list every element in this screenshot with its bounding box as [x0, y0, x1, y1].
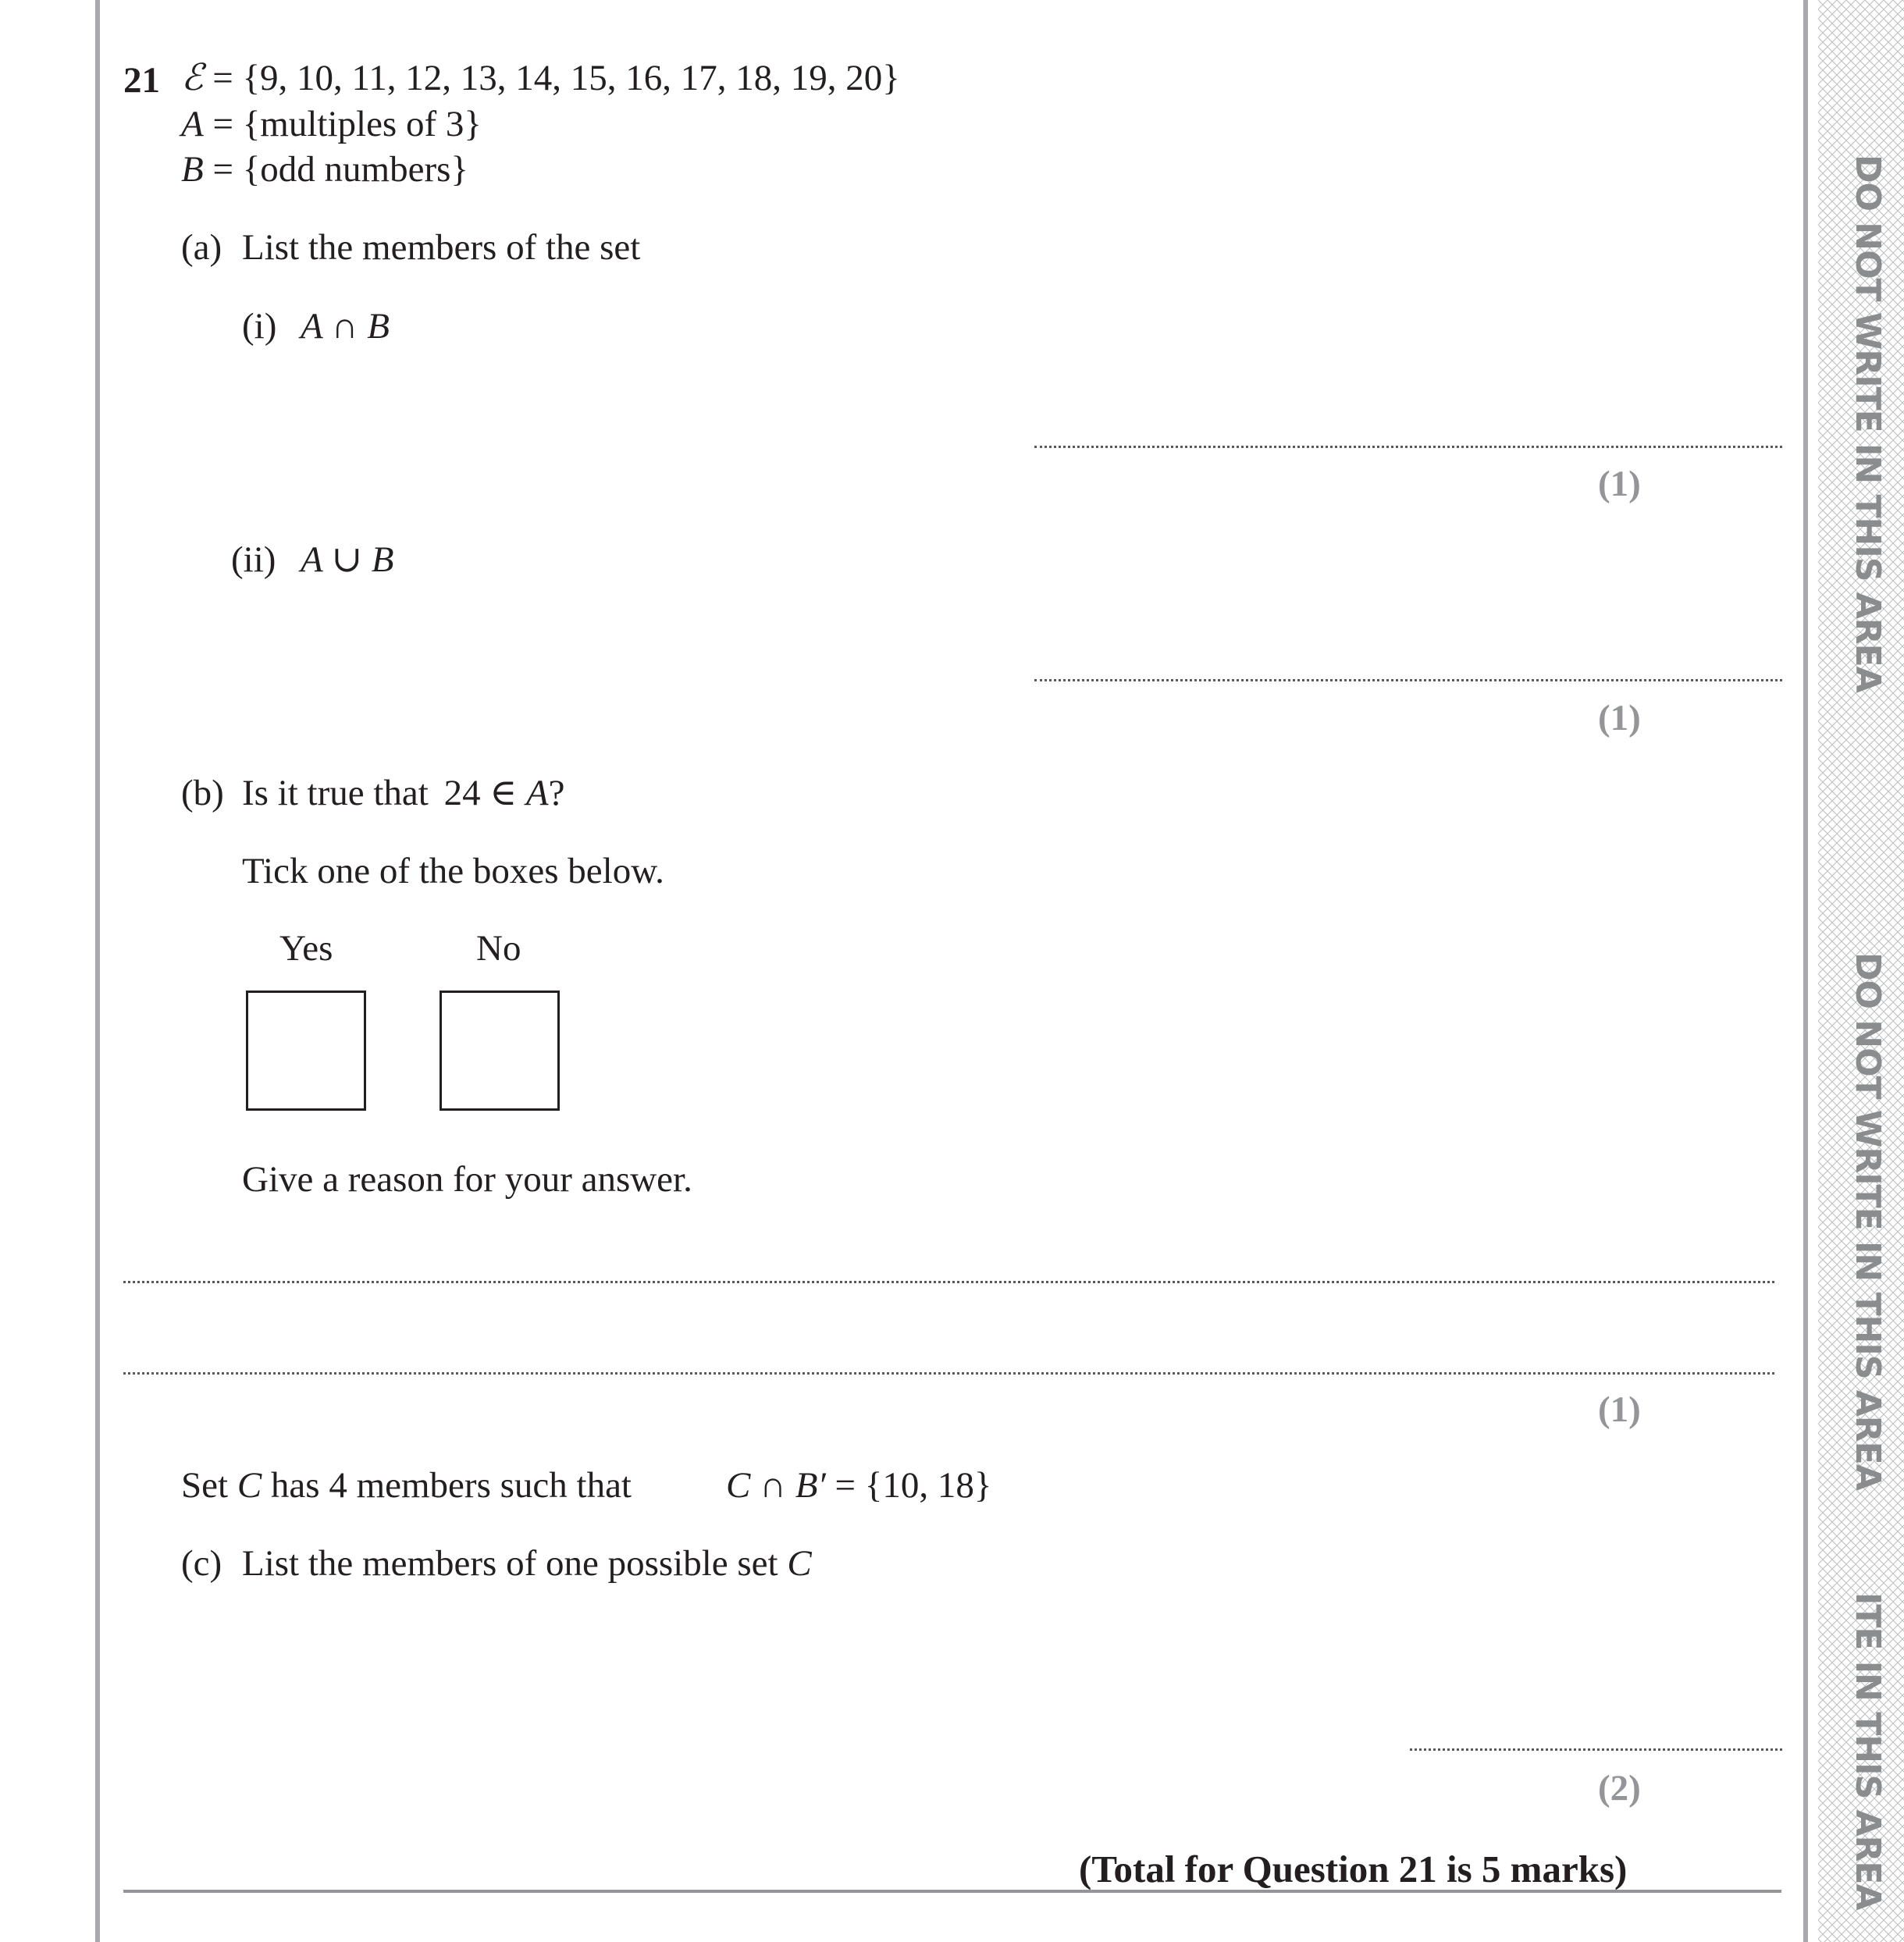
question-total: (Total for Question 21 is 5 marks): [1079, 1848, 1628, 1890]
answer-line-c[interactable]: [1410, 1748, 1782, 1751]
margin-warning-top: DO NOT WRITE IN THIS AREA: [1848, 155, 1888, 692]
set-a-name: A: [181, 104, 204, 144]
part-b-label: (b): [181, 773, 224, 813]
question-end-rule: [123, 1890, 1781, 1893]
part-b-question-mark: ?: [548, 773, 565, 813]
mark-a-ii: (1): [1598, 698, 1641, 738]
part-a-ii-label: (ii): [231, 539, 276, 580]
margin-warning-middle: DO NOT WRITE IN THIS AREA: [1848, 952, 1888, 1490]
page-border: [95, 0, 1808, 1942]
part-b-question: [242, 775, 565, 812]
answer-line-a-ii[interactable]: [1034, 679, 1782, 681]
yes-label: Yes: [279, 928, 333, 969]
set-b-line: [181, 151, 468, 188]
part-c-label: (c): [181, 1543, 222, 1584]
part-a-i-expression: A ∩ B: [301, 306, 390, 347]
mark-a-i: (1): [1598, 464, 1641, 504]
part-b-set-name: A: [525, 773, 549, 813]
yes-checkbox[interactable]: [246, 991, 366, 1111]
part-a-text: List the members of the set: [242, 227, 641, 268]
part-b-instruction: Tick one of the boxes below.: [242, 851, 664, 891]
set-c-intro-post: has 4 members such that: [270, 1465, 632, 1506]
part-c-set-name: C: [787, 1543, 812, 1584]
part-a-ii-expression: A ∪ B: [301, 539, 394, 580]
part-a-label: (a): [181, 227, 222, 268]
reason-line-1[interactable]: [123, 1281, 1774, 1283]
universal-set-members: = {9, 10, 11, 12, 13, 14, 15, 16, 17, 18, 19, 20}: [212, 58, 900, 98]
set-b-name: B: [181, 149, 204, 190]
mark-c: (2): [1598, 1768, 1641, 1809]
part-c-question: [242, 1545, 812, 1582]
no-checkbox[interactable]: [440, 991, 560, 1111]
set-b-definition: = {odd numbers}: [212, 149, 468, 190]
set-c-intro-pre: Set: [181, 1465, 229, 1506]
set-c-intro: [181, 1467, 632, 1504]
universal-set-line: [181, 56, 900, 99]
part-c-text: List the members of one possible set: [242, 1543, 778, 1584]
set-c-value: = {10, 18}: [835, 1465, 992, 1506]
margin-warning-bottom: ITE IN THIS AREA: [1848, 1592, 1888, 1910]
set-a-line: [181, 106, 482, 143]
part-a-i-label: (i): [242, 306, 277, 347]
part-b-text: Is it true that: [242, 773, 429, 813]
answer-line-a-i[interactable]: [1034, 446, 1782, 448]
part-b-element: 24 ∈: [443, 773, 518, 813]
set-c-condition: [726, 1467, 991, 1504]
question-number: 21: [123, 60, 160, 101]
set-a-definition: = {multiples of 3}: [212, 104, 482, 144]
reason-line-2[interactable]: [123, 1372, 1774, 1375]
no-label: No: [476, 928, 521, 969]
set-c-expression: C ∩ B′: [726, 1465, 826, 1506]
universal-set-symbol: ℰ: [181, 56, 204, 99]
set-c-intro-name: C: [237, 1465, 262, 1506]
mark-b: (1): [1598, 1389, 1641, 1430]
reason-prompt: Give a reason for your answer.: [242, 1159, 692, 1200]
